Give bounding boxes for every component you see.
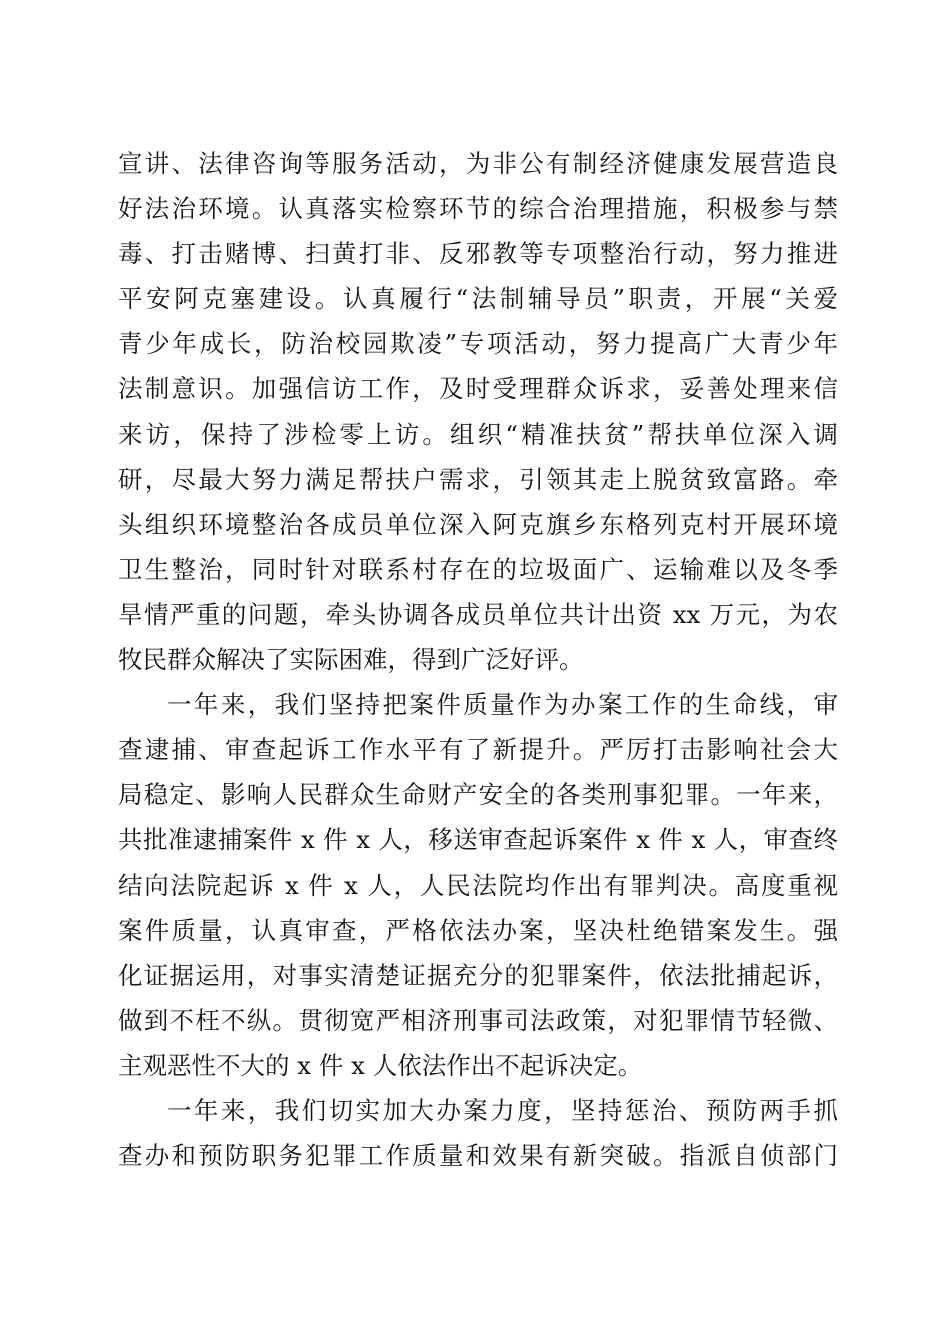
text-line: 牧民群众解决了实际困难，得到广泛好评。 [118,645,584,675]
text-line: 卫生整治，同时针对联系村存在的垃圾面广、运输难以及冬季 [118,554,838,584]
body-text [118,141,838,1178]
text-line: 查办和预防职务犯罪工作质量和效果有新突破。指派自侦部门 [118,1141,838,1171]
text-line: 结向法院起诉 x 件 x 人，人民法院均作出有罪判决。高度重视 [118,870,838,900]
text-line: 案件质量，认真审查，严格依法办案，坚决杜绝错案发生。强 [118,915,838,945]
text-line: 好法治环境。认真落实检察环节的综合治理措施，积极参与禁 [118,194,838,224]
text-line: 局稳定、影响人民群众生命财产安全的各类刑事犯罪。一年来， [118,780,838,810]
text-line: 青少年成长，防治校园欺凌”专项活动，努力提高广大青少年 [118,329,838,359]
text-line: 法制意识。加强信访工作，及时受理群众诉求，妥善处理来信 [118,374,838,404]
paragraph-first-line: 一年来，我们切实加大办案力度，坚持惩治、预防两手抓 [167,1095,838,1125]
text-line: 旱情严重的问题，牵头协调各成员单位共计出资 xx 万元，为农 [118,599,838,629]
text-line: 化证据运用，对事实清楚证据充分的犯罪案件，依法批捕起诉， [118,960,838,990]
text-line: 平安阿克塞建设。认真履行“法制辅导员”职责，开展“关爱 [118,284,838,314]
text-line: 宣讲、法律咨询等服务活动，为非公有制经济健康发展营造良 [118,149,838,178]
paragraph-first-line: 一年来，我们坚持把案件质量作为办案工作的生命线，审 [167,690,838,720]
text-line: 头组织环境整治各成员单位深入阿克旗乡东格列克村开展环境 [118,509,838,539]
text-line: 研，尽最大努力满足帮扶户需求，引领其走上脱贫致富路。牵 [118,464,838,494]
text-line: 来访，保持了涉检零上访。组织“精准扶贫”帮扶单位深入调 [118,419,838,449]
text-line: 做到不枉不纵。贯彻宽严相济刑事司法政策，对犯罪情节轻微、 [118,1005,838,1035]
text-line: 毒、打击赌博、扫黄打非、反邪教等专项整治行动，努力推进 [118,239,838,269]
text-line: 查逮捕、审查起诉工作水平有了新提升。严厉打击影响社会大 [118,735,838,765]
text-line: 主观恶性不大的 x 件 x 人依法作出不起诉决定。 [118,1050,643,1080]
text-line: 共批准逮捕案件 x 件 x 人，移送审查起诉案件 x 件 x 人，审查终 [118,825,838,855]
